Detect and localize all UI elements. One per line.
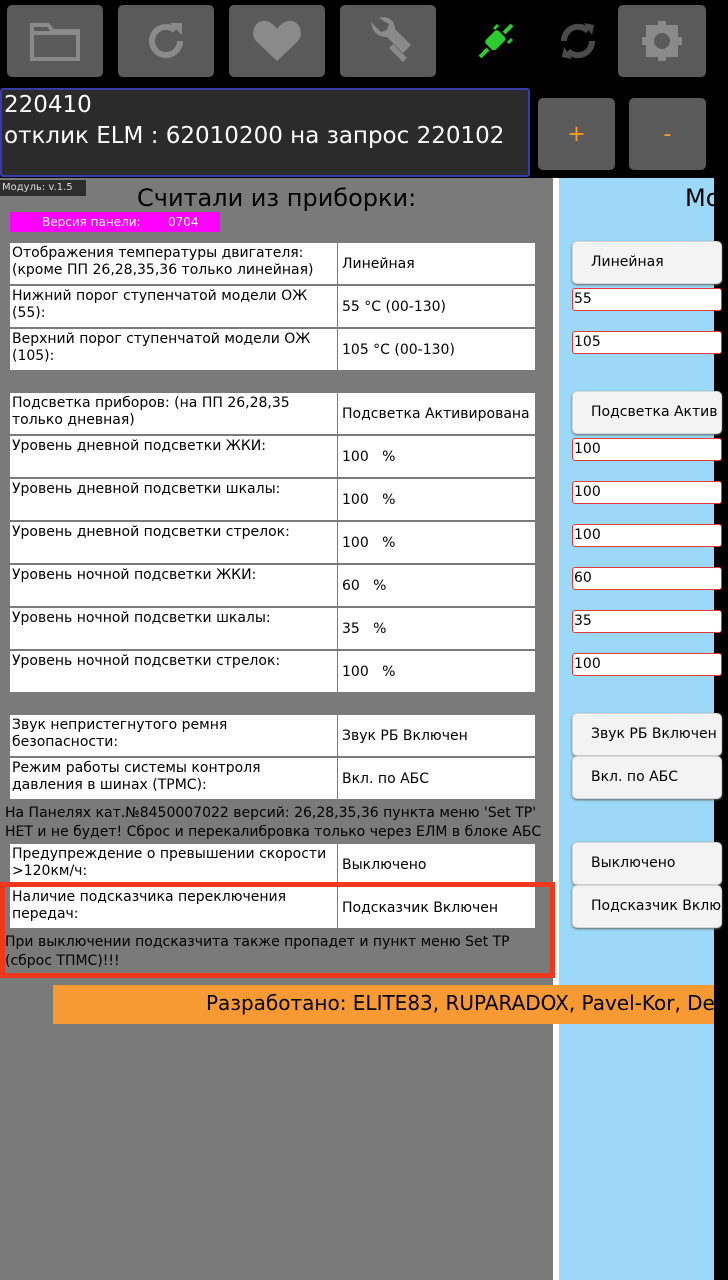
night-scale-input[interactable]: 35 [572,610,722,633]
speed-warning-select[interactable]: Выключено [572,842,722,885]
row-label: Уровень дневной подсветки шкалы: [12,481,281,497]
backlight-select[interactable]: Подсветка Актив [572,391,722,434]
refresh-icon [144,19,188,63]
gear-icon [640,19,684,63]
row-belt-sound [10,715,535,756]
sync-button[interactable] [530,5,626,77]
row-value: Выключено [337,844,535,885]
night-needles-input[interactable]: 100 [572,653,722,676]
day-scale-input[interactable]: 100 [572,481,722,504]
row-low-threshold [10,286,535,327]
row-label: Верхний порог ступенчатой модели ОЖ (105): [12,331,311,364]
settings-tools-button[interactable] [340,5,436,77]
row-value: Вкл. по АБС [337,758,535,799]
status-line-1: 220410 [4,92,92,118]
row-label: Режим работы системы контроля давления в шинах (TPMC): [12,760,261,793]
elm-response-display [0,88,530,177]
row-night-needles [10,651,535,692]
row-night-lcd [10,565,535,606]
plus-button[interactable]: + [538,98,615,170]
row-day-scale [10,479,535,520]
row-value: Подсказчик Включен [337,887,535,928]
day-lcd-input[interactable]: 100 [572,438,722,461]
row-high-threshold [10,329,535,370]
wrench-icon [363,16,413,66]
row-value: 100 % [337,651,535,692]
row-value: Звук РБ Включен [337,715,535,756]
row-value: 60 % [337,565,535,606]
row-label: Предупреждение о превышении скорости >120км/ч: [12,846,327,879]
row-value: Подсветка Активирована [337,393,535,434]
row-value: 100 % [337,479,535,520]
highlight-box [0,882,555,978]
row-label: Отображения температуры двигателя: (кроме ПП 26,28,35,36 только линейная) [12,245,314,278]
module-version: Модуль: v.1.5 [0,180,86,196]
row-speed-warning [10,844,535,885]
night-lcd-input[interactable]: 60 [572,567,722,590]
row-label: Нижний порог ступенчатой модели ОЖ (55): [12,288,308,321]
tpms-note: На Панелях кат.№8450007022 версий: 26,28,35,36 пункта меню 'Set TP' НЕТ и не будет! Сброс и перекалибровка только через ЕЛМ в блоке АБС [5,805,542,840]
favorite-button[interactable] [229,5,325,77]
panel-version-value: 0704 [168,215,199,229]
settings-button[interactable] [618,5,706,77]
folder-button[interactable] [7,5,103,77]
temp-mode-select[interactable]: Линейная [572,241,722,284]
folder-icon [30,21,80,61]
low-threshold-input[interactable]: 55 [572,288,722,311]
row-label: Уровень дневной подсветки стрелок: [12,524,290,540]
row-tpms [10,758,535,799]
row-value: 35 % [337,608,535,649]
tpms-mode-select[interactable]: Вкл. по АБС [572,756,722,799]
row-value: Линейная [337,243,535,284]
row-value: 100 % [337,436,535,477]
refresh-button[interactable] [118,5,214,77]
minus-button[interactable]: - [629,98,706,170]
shift-hint-select[interactable]: Подсказчик Вклю [572,885,722,928]
row-label: Уровень ночной подсветки ЖКИ: [12,567,257,583]
row-day-lcd [10,436,535,477]
write-panel-title: Мо [685,184,721,212]
panel-version-label: Версия панели: [42,215,141,229]
sync-icon [554,17,602,65]
row-value: 105 °C (00-130) [337,329,535,370]
row-night-scale [10,608,535,649]
connected-plug-icon [474,19,518,63]
row-value: 55 °C (00-130) [337,286,535,327]
developers-text: Разработано: ELITE83, RUPARADOX, Pavel-Kor, Den [206,991,728,1015]
day-needles-input[interactable]: 100 [572,524,722,547]
developers-banner [53,985,728,1024]
row-temp-display [10,243,535,284]
row-label: Наличие подсказчика переключения передач: [12,889,287,922]
panel-version-badge [10,212,220,232]
row-label: Подсветка приборов: (на ПП 26,28,35 только дневная) [12,395,290,428]
high-threshold-input[interactable]: 105 [572,331,722,354]
status-line-2: отклик ELM : 62010200 на запрос 220102 [4,123,505,149]
row-label: Уровень дневной подсветки ЖКИ: [12,438,266,454]
row-value: 100 % [337,522,535,563]
row-backlight [10,393,535,434]
shift-hint-note: При выключении подсказчита также пропадет и пункт меню Set TP (сброс ТПМС)!!! [5,934,510,969]
row-label: Звук непристегнутого ремня безопасности: [12,717,228,750]
read-panel-title: Считали из приборки: [137,184,417,212]
row-day-needles [10,522,535,563]
row-label: Уровень ночной подсветки стрелок: [12,653,281,669]
row-label: Уровень ночной подсветки шкалы: [12,610,271,626]
belt-sound-select[interactable]: Звук РБ Включен [572,713,722,756]
heart-icon [252,19,302,63]
